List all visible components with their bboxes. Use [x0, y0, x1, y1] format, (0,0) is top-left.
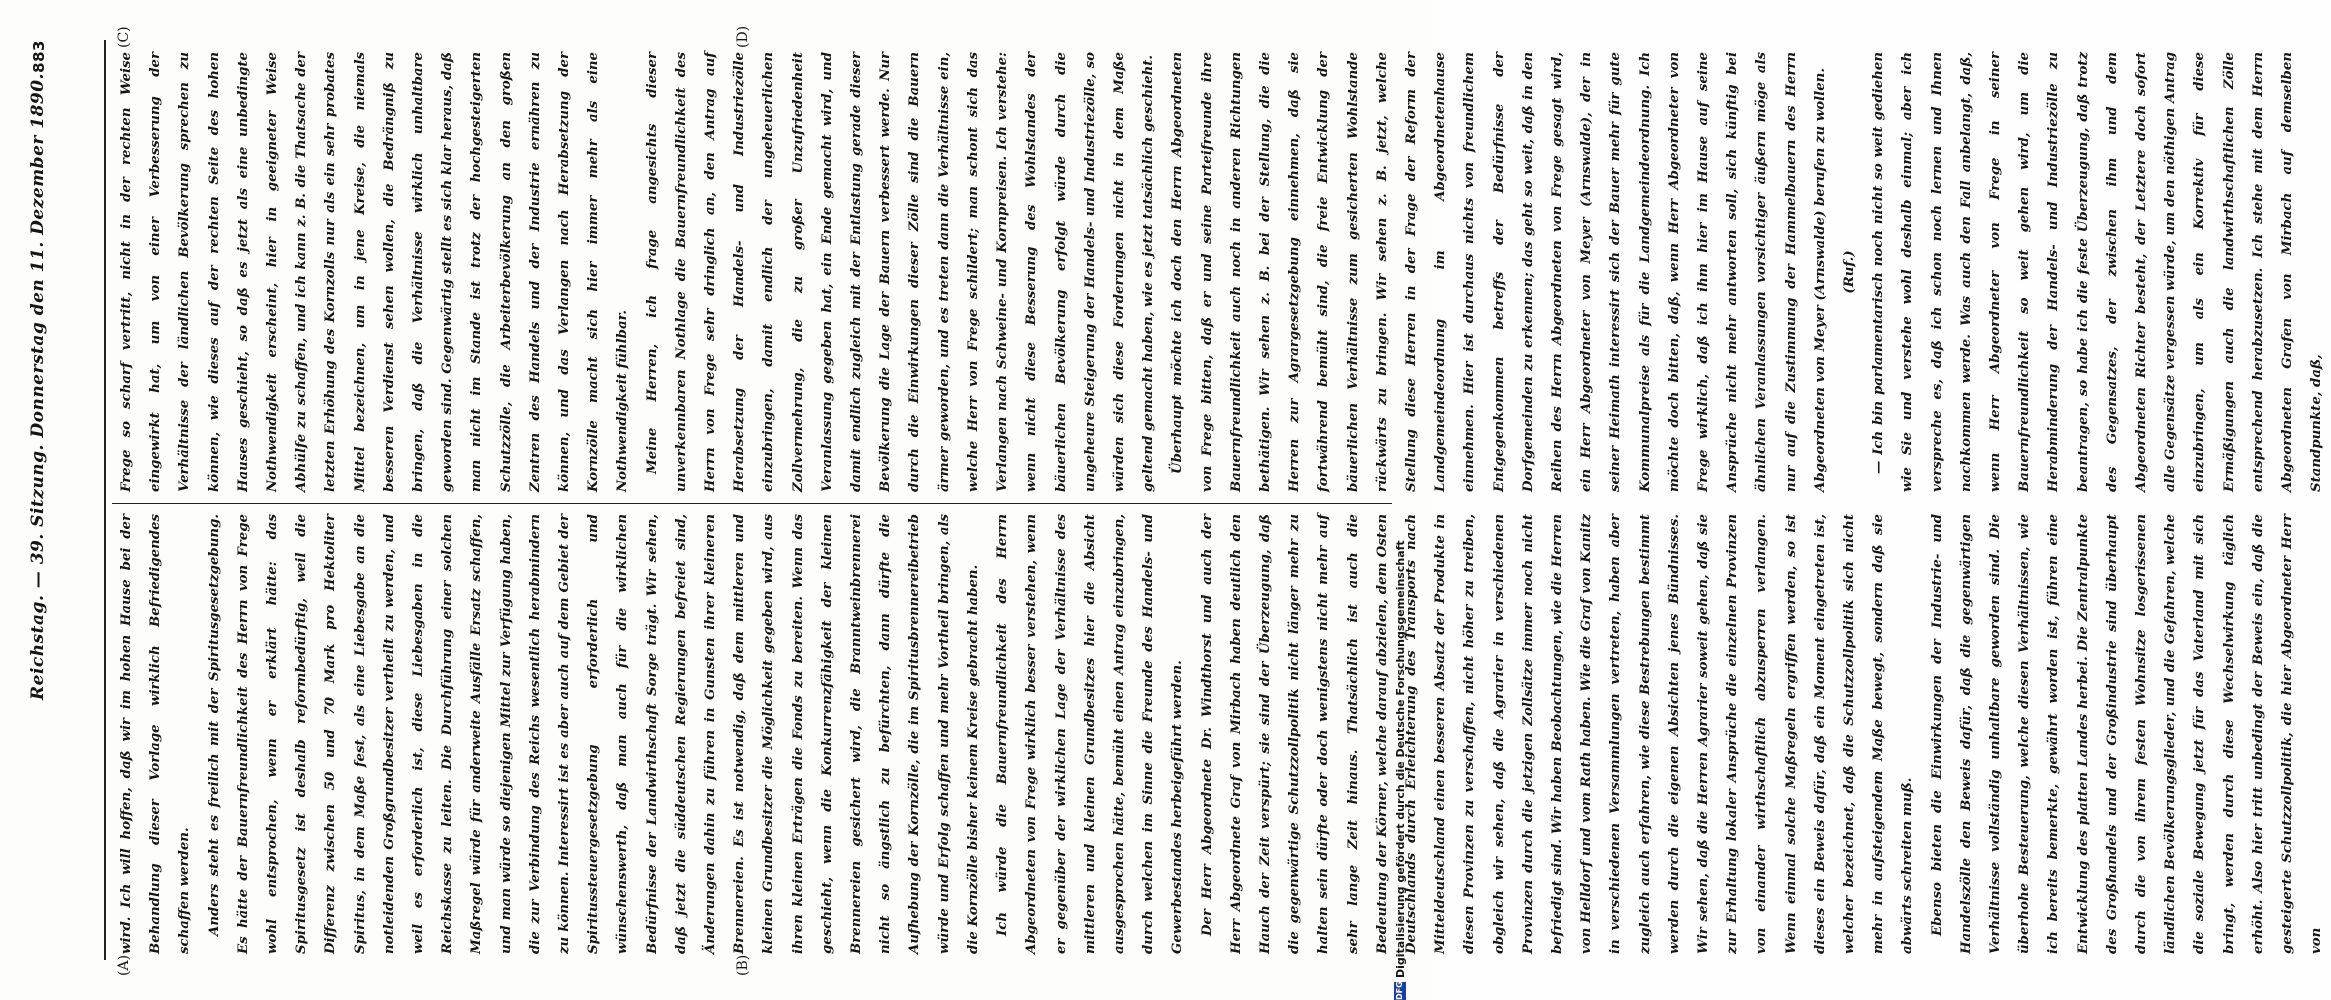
paragraph: wird. Ich will hoffen, daß wir im hohen Hause bei der Behandlung dieser Vorlage wirklich Befriedigendes schaffen werden.: [119, 514, 193, 954]
paragraph: Ich würde die Bauernfreundlichkeit des Herrn Abgeordneten von Frege wirklich besser verstehen, wenn er gegenüber der wirklichen Lage der Verhältnisse des mittleren und kleinen Grundbesitzes hier die Absicht ausgesprochen hätte, bemüht einen Antrag einzubringen, durch welchen im Sinne die Freunde des Handels- und Gewerbestandes herbeigeführt werden.: [995, 514, 1186, 954]
paragraph: Ebenso bieten die Einwirkungen der Industrie- und Handelszölle den Beweis dafür, daß die gegenwärtigen Verhältnisse vollständig unhaltbare geworden sind. Die überhohe Besteuerung, welche diesen Verhältnissen, wie ich bereits bemerkte, gewährt worden ist, führen eine Entwicklung des platten Landes herbei. Die Zentralpunkte des Großhandels und der Großindustrie sind überhaupt durch die von ihrem festen Wohnsitze losgerissenen ländlichen Bevölkerungsglieder, und die Gefahren, welche die soziale Bewegung jetzt für das Vaterland mit sich bringt, werden durch diese Wechselwirkung täglich erhöht. Also hier tritt unbedingt der Beweis ein, daß die gesteigerte Schutzzollpolitik, die hier Abgeordneter Herr von: [1929, 514, 2325, 954]
margin-marker-b: (B): [735, 954, 751, 976]
paragraph: Überhaupt möchte ich doch den Herrn Abgeordneten von Frege bitten, daß er und seine Parteifreunde ihre Bauernfreundlichkeit auch noch in anderen Richtungen bethätigen. Wir sehen z. B. bei der Stellung, die die Herren zur Agrargesetzgebung einnehmen, daß sie fortwährend bemüht sind, die freie Entwicklung der bäuerlichen Verhältnisse zum gesicherten Wohlstande rückwärts zu bringen. Wir sehen z. B. jetzt, welche Stellung diese Herren in der Frage der Reform der Landgemeindeordnung im Abgeordnetenhause einnehmen. Hier ist durchaus nichts von freundlichem Entgegenkommen betreffs der Bedürfnisse der Dorfgemeinden zu erkennen; das geht so weit, daß in den Reihen des Herrn Abgeordneten von Frege gesagt wird, ein Herr Abgeordneter von Meyer (Arnswalde), der in seiner Heimath interessirt sich der Bauer mehr für gute Kommunalpreise als für die Landgemeindeordnung. Ich möchte doch bitten, daß, wenn Herr Abgeordneter von Frege wirklich, daß ich ihm hier im Hause auf seine Ansprüche nicht mehr antworten soll, sich künftig bei ähnlichen Veranlassungen vorsichtiger äußern möge als nur auf die Zustimmung der Hammelbauern des Herrn Abgeordneten von Meyer (Arnswalde) berufen zu wollen.: [1170, 52, 1828, 492]
margin-marker-d: (D): [735, 25, 751, 48]
paragraph: Frege so scharf vertritt, nicht in der rechten Weise eingewirkt hat, um von einer Verbesserung der Verhältnisse der ländlichen Bevölkerung sprechen zu können, wie dieses auf der rechten Seite des hohen Hauses geschieht, so daß es jetzt als eine unbedingte Nothwendigkeit erscheint, hier in geeigneter Weise Abhülfe zu schaffen, und ich kann z. B. die Thatsache der letzten Erhöhung des Kornzolls nur als ein sehr probates Mittel bezeichnen, um in jene Kreise, die niemals besseren Verdienst sehen wollen, die Bedrängniß zu bringen, daß die Verhältnisse wirklich unhaltbare geworden sind. Gegenwärtig stellt es sich klar heraus, daß man nicht im Stande ist trotz der hochgesteigerten Schutzzölle, die Arbeiterbevölkerung an den großen Zentren des Handels und der Industrie ernähren zu können, und das Verlangen nach Herabsetzung der Kornzölle macht sich hier immer mehr als eine Nothwendigkeit fühlbar.: [119, 52, 631, 492]
digitization-credit: [1390, 0, 1410, 1000]
interjection: (Ruf.): [1841, 250, 1857, 294]
dfg-logo-icon: DFG: [1395, 981, 1404, 1000]
page-header: [26, 40, 58, 960]
paragraph: Der Herr Abgeordnete Dr. Windthorst und auch der Herr Abgeordnete Graf von Mirbach haben deutlich den Hauch der Zeit verspürt; sie sind der Überzeugung, daß die gegenwärtige Schutzzollpolitik nicht länger mehr zu halten sein dürfte oder doch wenigstens nicht mehr auf sehr lange Zeit hinaus. Thatsächlich ist auch die Bedeutung der Körner, welche darauf abzielen, dem Osten Deutschlands durch Erleichterung des Transports nach Mitteldeutschland einen besseren Absatz der Produkte in diesen Provinzen zu verschaffen, nicht höher zu treiben, obgleich wir sehen, daß die Agrarier in verschiedenen Provinzen durch die jetzigen Zollsätze immer noch nicht befriedigt sind. Wir haben Beobachtungen, wie die Herren von Helldorf und vom Rath haben. Wie die Graf von Kanitz in verschiedenen Versammlungen vertreten, haben aber zugleich auch erfahren, wie diese Bestrebungen bestimmt werden durch die eigenen Absichten jenes Bündnisses. Wir sehen, daß die Herren Agrarier soweit gehen, daß sie zur Erhaltung lokaler Ansprüche die einzelnen Provinzen von einander wirthschaftlich abzusperren verlangen. Wenn einmal solche Maßregeln ergriffen werden, so ist dieses ein Beweis dafür, daß ein Moment eingetreten ist, welcher bezeichnet, daß die Schutzzollpolitik sich nicht mehr in aufsteigendem Maße bewegt, sondern daß sie abwärts schreiten muß.: [1199, 514, 1916, 954]
right-column: [112, 52, 2325, 492]
margin-marker-c: (C): [116, 26, 132, 48]
page-number: 883: [30, 40, 48, 73]
page-title: Reichstag. — 39. Sitzung. Donnerstag den 11. Dezember 1890.: [28, 73, 48, 700]
margin-marker-a: (A): [116, 954, 132, 976]
paragraph: Anders steht es freilich mit der Spiritusgesetzgebung. Es hätte der Bauernfreundlichkeit des Herrn von Frege wohl entsprochen, wenn er erklärt hätte: das Spiritusgesetz ist deshalb reformbedürftig, weil die Differenz zwischen 50 und 70 Mark pro Hektoliter Spiritus, in dem Maße fest, als eine Liebesgabe an die notleidenden Großgrundbesitzer vertheilt zu werden, und weil es erforderlich ist, diese Liebesgaben in die Reichskasse zu leiten. Die Durchführung einer solchen Maßregel würde für anderweite Ausfälle Ersatz schaffen, und man würde so diejenigen Mittel zur Verfügung haben, die zur Verbindung des Reichs wesentlich herabmindern zu können. Interessirt ist es aber auch auf dem Gebiet der Spiritussteuergesetzgebung erforderlich und wünschenswerth, daß man auch für die wirklichen Bedürfnisse der Landwirthschaft Sorge trägt. Wir sehen, daß jetzt die süddeutschen Regierungen befreiet sind, Änderungen dahin zu führen in Gunsten ihrer kleineren Brennereien. Es ist notwendig, daß dem mittleren und kleinen Grundbesitzer die Möglichkeit gegeben wird, aus ihren kleinen Erträgen die Fonds zu bereiten. Wenn das geschieht, wenn die Konkurrenzfähigkeit der kleinen Brennereien gesichert wird, die Branntweinbrennerei nicht so ängstlich zu befürchten, dann dürfte die Aufhebung der Kornzölle, die im Spiritusbrennereibetrieb würde und Erfolg schaffen und mehr Vortheil bringen, als die Kornzölle bisher keinem Kreise gebracht haben.: [206, 514, 981, 954]
credit-text: Digitalisierung gefördert durch die Deutsche Forschungsgemeinschaft: [1393, 540, 1407, 978]
paragraph: Meine Herren, ich frage angesichts dieser unverkennbaren Nothlage die Bauernfreundlichkeit des Herrn von Frege sehr dringlich an, den Antrag auf Herabsetzung der Handels- und Industriezölle einzubringen, damit endlich der ungeheuerlichen Zollvermehrung, die zu großer Unzufriedenheit Veranlassung gegeben hat, ein Ende gemacht wird, und damit endlich zugleich mit der Entlastung gerade dieser Bevölkerung die Lage der Bauern verbessert werde. Nur durch die Einwirkungen dieser Zölle sind die Bauern ärmer geworden, und es treten dann die Verhältnisse ein, welche Herr von Frege schildert; man schont sich das Verlangen nach Schweine- und Kornpreisen. Ich verstehe: wenn nicht diese Besserung des Wohlstandes der bäuerlichen Bevölkerung erfolgt würde durch die ungeheure Steigerung der Handels- und Industriezölle, so würden sich diese Forderungen nicht in dem Maße geltend gemacht haben, wie es jetzt tatsächlich geschieht.: [644, 52, 1157, 492]
header-rule: [104, 40, 106, 960]
column-divider: [112, 503, 1392, 504]
paragraph: — Ich bin parlamentarisch noch nicht so weit gediehen wie Sie und verstehe wohl deshalb einmal; aber ich verspreche es, daß ich schon noch lernen und Ihnen nachkommen werde. Was auch den Fall anbelangt, daß, wenn Herr Abgeordneter von Frege in seiner Bauernfreundlichkeit so weit gehen wird, um die Herabminderung der Handels- und Industriezölle zu beantragen, so habe ich die feste Überzeugung, daß trotz des Gegensatzes, der zwischen ihm und dem Abgeordneten Richter besteht, der Letztere doch sofort alle Gegensätze vergessen würde, um den nöthigen Antrag einzubringen, um als ein Korrektiv für diese Ermäßigungen auch die landwirthschaftlichen Zölle entsprechend herabzusetzen. Ich stehe mit dem Herrn Abgeordneten Grafen von Mirbach auf demselben Standpunkte, daß,: [1871, 52, 2325, 492]
